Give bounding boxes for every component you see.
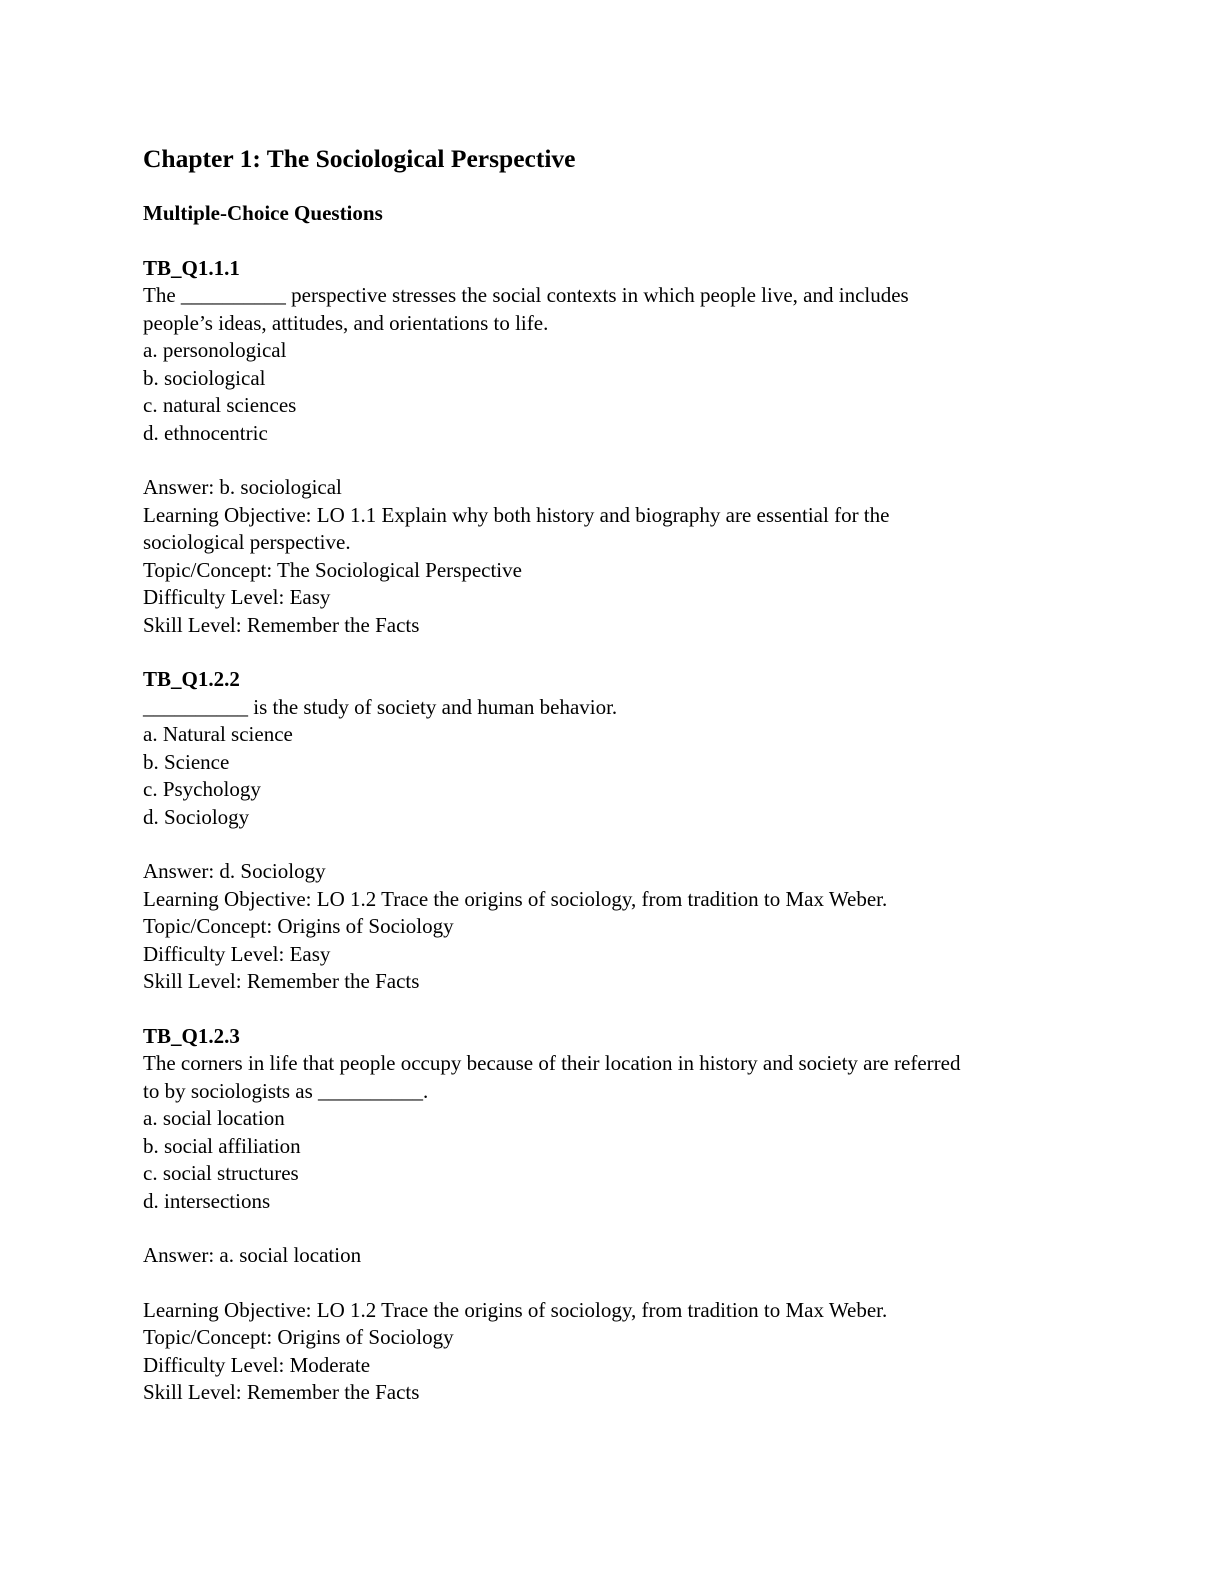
learning-objective-line: Learning Objective: LO 1.2 Trace the origins of sociology, from tradition to Max Weber.	[143, 1297, 888, 1322]
topic-line: Topic/Concept: Origins of Sociology	[143, 1325, 454, 1349]
answer-option: d. intersections	[143, 1188, 271, 1213]
difficulty-line: Difficulty Level: Easy	[143, 585, 331, 609]
answer-option: a. personological	[143, 338, 287, 362]
spacer	[143, 447, 1103, 474]
spacer	[143, 831, 1103, 858]
answer-line: Answer: d. Sociology	[143, 859, 326, 883]
answer-option: d. Sociology	[143, 804, 250, 829]
spacer	[143, 1215, 1103, 1242]
difficulty-line: Difficulty Level: Easy	[143, 941, 331, 966]
document-page	[143, 141, 1103, 1434]
answer-option: d. ethnocentric	[143, 420, 268, 445]
question-stem-line: __________ is the study of society and human behavior.	[143, 694, 618, 719]
chapter-title: Chapter 1: The Sociological Perspective	[143, 144, 576, 173]
question-block	[143, 1023, 1103, 1407]
question-stem-line: The corners in life that people occupy because of their location in history and society are referred	[143, 1051, 961, 1075]
topic-line: Topic/Concept: Origins of Sociology	[143, 914, 454, 938]
learning-objective-line: Learning Objective: LO 1.2 Trace the origins of sociology, from tradition to Max Weber.	[143, 886, 888, 911]
learning-objective-line: sociological perspective.	[143, 530, 351, 554]
answer-option: b. Science	[143, 749, 230, 774]
spacer	[143, 1270, 1103, 1297]
skill-line: Skill Level: Remember the Facts	[143, 1380, 420, 1404]
question-id: TB_Q1.2.3	[143, 1023, 240, 1048]
question-stem-line: The __________ perspective stresses the social contexts in which people live, and includes	[143, 283, 909, 307]
question-block	[143, 666, 1103, 996]
difficulty-line: Difficulty Level: Moderate	[143, 1352, 371, 1377]
learning-objective-line: Learning Objective: LO 1.1 Explain why both history and biography are essential for the	[143, 502, 890, 527]
skill-line: Skill Level: Remember the Facts	[143, 969, 420, 993]
answer-line: Answer: b. sociological	[143, 475, 342, 499]
question-stem-line: to by sociologists as __________.	[143, 1078, 429, 1103]
answer-option: a. Natural science	[143, 722, 293, 746]
answer-option: c. natural sciences	[143, 393, 297, 417]
answer-option: c. social structures	[143, 1161, 299, 1185]
answer-option: a. social location	[143, 1106, 285, 1130]
answer-option: b. sociological	[143, 365, 266, 390]
answer-option: b. social affiliation	[143, 1133, 301, 1158]
answer-line: Answer: a. social location	[143, 1243, 362, 1267]
section-title: Multiple-Choice Questions	[143, 201, 383, 225]
question-stem-line: people’s ideas, attitudes, and orientations to life.	[143, 310, 549, 335]
topic-line: Topic/Concept: The Sociological Perspective	[143, 557, 522, 582]
question-block	[143, 255, 1103, 640]
question-id: TB_Q1.1.1	[143, 255, 240, 280]
skill-line: Skill Level: Remember the Facts	[143, 612, 420, 637]
question-id: TB_Q1.2.2	[143, 667, 240, 691]
answer-option: c. Psychology	[143, 777, 261, 801]
